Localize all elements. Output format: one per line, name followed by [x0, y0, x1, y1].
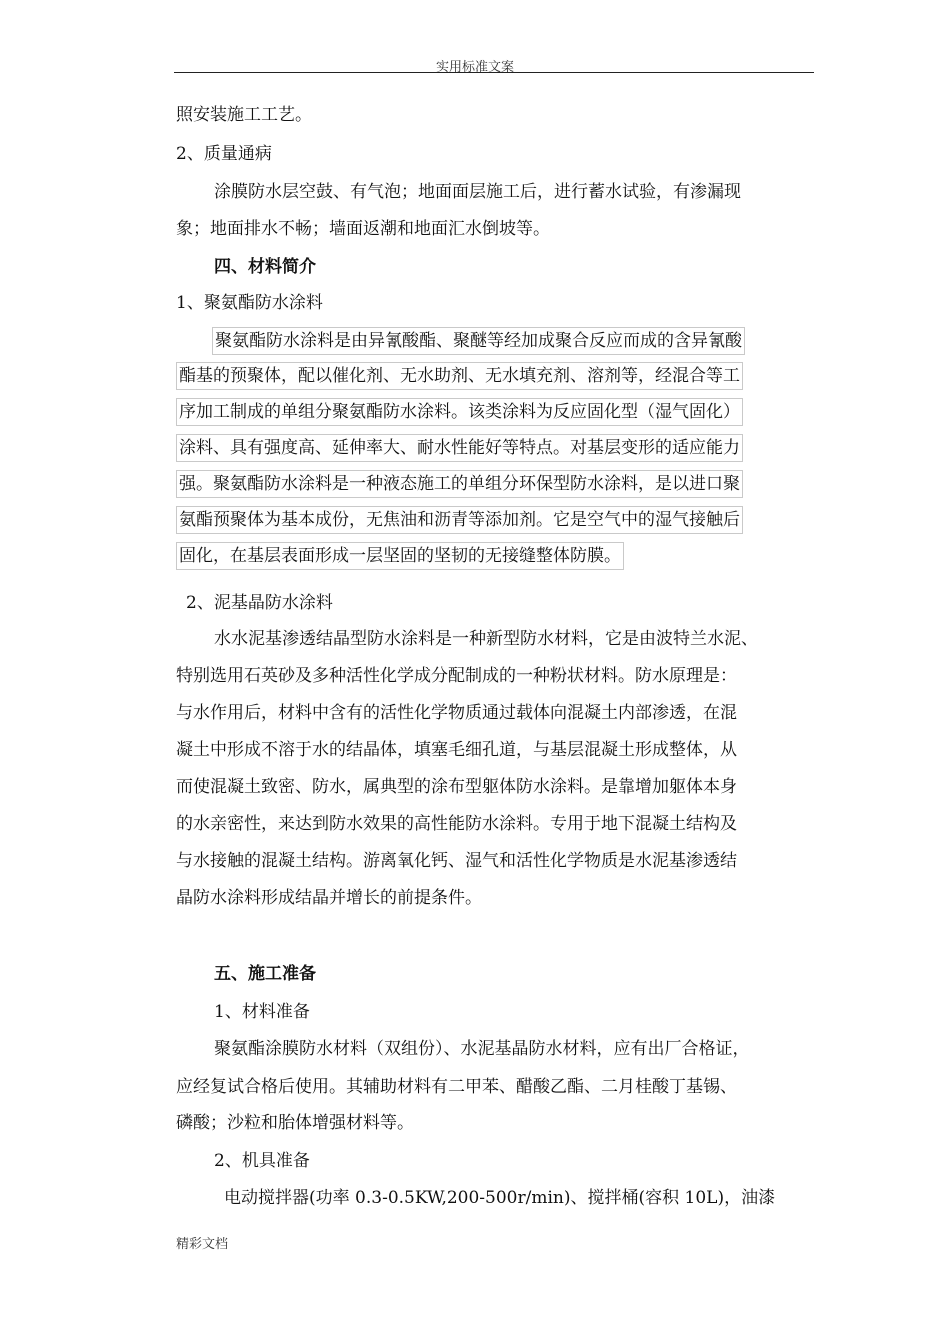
subsection-title: 1、聚氨酯防水涂料	[176, 293, 323, 313]
section-title: 四、材料简介	[214, 257, 316, 277]
text-line: 磷酸；沙粒和胎体增强材料等。	[176, 1113, 414, 1133]
text-line: 晶防水涂料形成结晶并增长的前提条件。	[176, 888, 482, 908]
text-line: 酯基的预聚体，配以催化剂、无水助剂、无水填充剂、溶剂等，经混合等工	[176, 362, 743, 390]
highlighted-paragraph	[176, 327, 810, 577]
text-line: 涂膜防水层空鼓、有气泡；地面面层施工后，进行蓄水试验，有渗漏现	[214, 182, 741, 202]
subsection-title: 2、泥基晶防水涂料	[186, 593, 333, 613]
subsection-title: 2、质量通病	[176, 144, 272, 164]
text-line: 电动搅拌器(功率 0.3-0.5KW,200-500r/min)、搅拌桶(容积 10L)，油漆	[224, 1188, 776, 1208]
text-line: 而使混凝土致密、防水，属典型的涂布型躯体防水涂料。是靠增加躯体本身	[176, 777, 737, 797]
text-line: 聚氨酯防水涂料是由异氰酸酯、聚醚等经加成聚合反应而成的含异氰酸	[212, 327, 745, 355]
text-line: 聚氨酯涂膜防水材料（双组份）、水泥基晶防水材料，应有出厂合格证，	[214, 1039, 750, 1059]
text-line: 的水亲密性，来达到防水效果的高性能防水涂料。专用于地下混凝土结构及	[176, 814, 737, 834]
text-line: 象；地面排水不畅；墙面返潮和地面汇水倒坡等。	[176, 219, 550, 239]
subsection-title: 2、机具准备	[214, 1151, 310, 1171]
page-footer: 精彩文档	[176, 1237, 229, 1252]
text-line: 照安装施工工艺。	[176, 105, 312, 125]
header-divider	[174, 72, 814, 73]
section-title: 五、施工准备	[214, 964, 316, 984]
text-line: 与水接触的混凝土结构。游离氧化钙、湿气和活性化学物质是水泥基渗透结	[176, 851, 737, 871]
text-line: 水水泥基渗透结晶型防水涂料是一种新型防水材料，它是由波特兰水泥、	[214, 629, 758, 649]
text-line: 氨酯预聚体为基本成份，无焦油和沥青等添加剂。它是空气中的湿气接触后	[176, 506, 743, 534]
text-line: 涂料、具有强度高、延伸率大、耐水性能好等特点。对基层变形的适应能力	[176, 434, 743, 462]
text-line: 凝土中形成不溶于水的结晶体，填塞毛细孔道，与基层混凝土形成整体，从	[176, 740, 737, 760]
page-header: 实用标准文案	[435, 60, 514, 75]
text-line: 固化，在基层表面形成一层坚固的坚韧的无接缝整体防膜。	[176, 542, 624, 570]
subsection-title: 1、材料准备	[214, 1002, 310, 1022]
text-line: 应经复试合格后使用。其辅助材料有二甲苯、醋酸乙酯、二月桂酸丁基锡、	[176, 1077, 737, 1097]
text-line: 强。聚氨酯防水涂料是一种液态施工的单组分环保型防水涂料，是以进口聚	[176, 470, 743, 498]
text-line: 序加工制成的单组分聚氨酯防水涂料。该类涂料为反应固化型（湿气固化）	[176, 398, 743, 426]
text-line: 特别选用石英砂及多种活性化学成分配制成的一种粉状材料。防水原理是：	[176, 666, 737, 686]
text-line: 与水作用后，材料中含有的活性化学物质通过载体向混凝土内部渗透，在混	[176, 703, 737, 723]
